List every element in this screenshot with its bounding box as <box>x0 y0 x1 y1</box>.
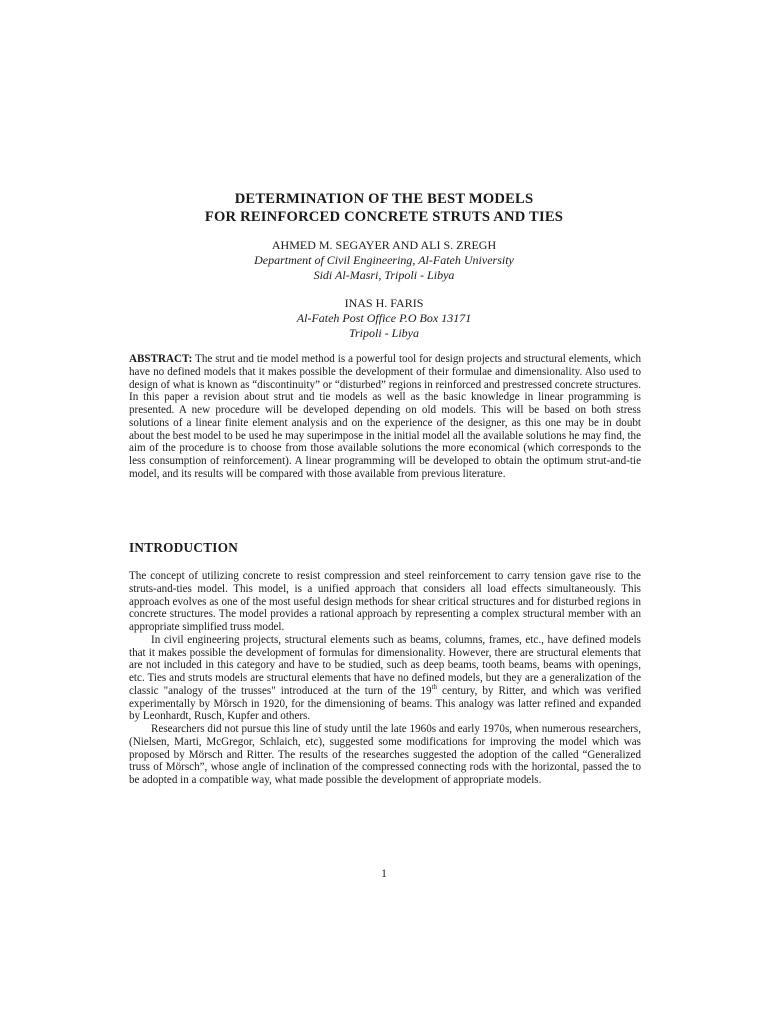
affiliation-line: Al-Fateh Post Office P.O Box 13171 <box>296 311 472 325</box>
paragraph-text: In civil engineering projects, structural elements such as beams, columns, frames, etc., have defined models that it makes possible the development of formulas for dimensionality. However, there are structural elements that are not included in this category and have to be studied, such as deep beams, tooth beams, beams with openings, etc. Ties and struts models are structural elements that have no defined models, but they are a generalization of the classic "analogy of the trusses" introduced at the turn of the 19 <box>129 633 641 697</box>
paper-title <box>0 190 768 226</box>
body-paragraph <box>129 634 641 723</box>
affiliation-line: Sidi Al-Masri, Tripoli - Libya <box>313 268 455 282</box>
abstract-paragraph <box>129 353 641 481</box>
affiliation-line: Department of Civil Engineering, Al-Fateh University <box>254 253 514 267</box>
paragraph-text: century, by Ritter, and which was verified experimentally by Mörsch in 1920, for the dimensioning of beams. This analogy was latter refined and expanded by Leonhardt, Rusch, Kupfer and others. <box>129 684 641 723</box>
abstract-label: ABSTRACT: <box>129 353 193 365</box>
abstract-text: The strut and tie model method is a powerful tool for design projects and structural elements, which have no defined models that it makes possible the development of their formulae and dimensionality. Also used to design of what is known as “discontinuity” or “disturbed” regions in reinforced and prestressed concrete structures. In this paper a revision about strut and tie models as well as the basic knowledge in linear programming is presented. A new procedure will be developed depending on old models. This will be based on both stress solutions of a linear finite element analysis and on the experience of the designer, as this one may be in doubt about the best model to be used he may superimpose in the initial model all the available solutions he may find, the aim of the procedure is to choose from those available solutions the more economical (which corresponds to the less consumption of reinforcement). A linear programming will be developed to obtain the optimum strut-and-tie model, and its results will be compared with those available from previous literature. <box>129 353 642 480</box>
page-number: 1 <box>381 868 387 880</box>
title-line-2: FOR REINFORCED CONCRETE STRUTS AND TIES <box>204 209 564 225</box>
superscript: th <box>431 682 438 691</box>
section-heading: INTRODUCTION <box>129 540 239 555</box>
body-paragraph: The concept of utilizing concrete to resist compression and steel reinforcement to carry tension gave rise to the struts-and-ties model. This model, is a unified approach that considers all load effects simultaneously. This approach evolves as one of the most useful design methods for shear critical structures and for disturbed regions in concrete structures. The model provides a rational approach by representing a complex structural member with an appropriate simplified truss model. <box>129 570 641 633</box>
affiliation-line: Tripoli - Libya <box>348 326 419 340</box>
author-names: AHMED M. SEGAYER AND ALI S. ZREGH <box>271 238 497 252</box>
body-paragraph: Researchers did not pursue this line of study until the late 1960s and early 1970s, when numerous researchers, (Nielsen, Marti, McGregor, Schlaich, etc), suggested some modifications for improving the model which was proposed by Mörsch and Ritter. The results of the researches suggested the adoption of the called “Generalized truss of Mörsch”, whose angle of inclination of the compressed connecting rods with the horizontal, passed the to be adopted in a compatible way, what made possible the development of appropriate models. <box>129 723 641 786</box>
author-block-1 <box>0 238 768 283</box>
introduction-body <box>129 570 641 787</box>
author-block-2 <box>0 296 768 341</box>
title-line-1: DETERMINATION OF THE BEST MODELS <box>234 191 534 207</box>
author-names: INAS H. FARIS <box>344 296 424 310</box>
